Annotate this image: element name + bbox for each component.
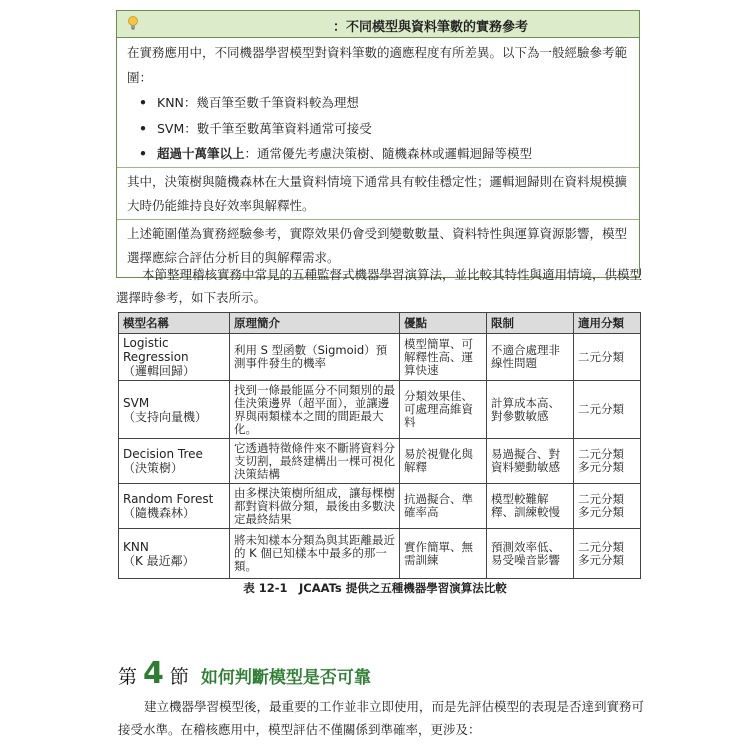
table-row bbox=[119, 381, 641, 439]
pros-cell: 分類效果佳、可處理高維資料 bbox=[400, 381, 487, 439]
use-cell: 二元分類 bbox=[574, 381, 641, 439]
principle-cell: 利用 S 型函數（Sigmoid）預測事件發生的機率 bbox=[230, 334, 400, 381]
tip-body bbox=[117, 38, 639, 277]
use-cell: 二元分類 多元分類 bbox=[574, 484, 641, 529]
model-name-cell: Random Forest （隨機森林） bbox=[119, 484, 230, 529]
table-header-cell: 限制 bbox=[487, 313, 574, 334]
cons-cell: 模型較難解釋、訓練較慢 bbox=[487, 484, 574, 529]
model-name-cell: Logistic Regression （邏輯回歸） bbox=[119, 334, 230, 381]
pros-cell: 實作簡單、無需訓練 bbox=[400, 529, 487, 579]
tip-intro: 在實務應用中，不同機器學習模型對資料筆數的適應程度有所差異。以下為一般經驗參考範圍： bbox=[127, 45, 628, 85]
use-cell: 二元分類 bbox=[574, 334, 641, 381]
use-cell: 二元分類 多元分類 bbox=[574, 529, 641, 579]
table-header-cell: 模型名稱 bbox=[119, 313, 230, 334]
section-suffix: 節 bbox=[169, 666, 189, 688]
pros-cell: 模型簡單、可解釋性高、運算快速 bbox=[400, 334, 487, 381]
lightbulb-icon bbox=[127, 15, 139, 31]
tip-paragraph: 上述範圍僅為實務經驗參考，實際效果仍會受到變數數量、資料特性與運算資源影響，模型選擇應綜合評估分析目的與解釋需求。 bbox=[127, 225, 628, 265]
tip-bullet: • KNN：幾百筆至數千筆資料較為理想 bbox=[157, 90, 629, 116]
table-row bbox=[119, 484, 641, 529]
tip-paragraph: 其中，決策樹與隨機森林在大量資料情境下通常具有較佳穩定性；邏輯迴歸則在資料規模擴大時仍能維持良好效率與解釋性。 bbox=[127, 173, 628, 213]
section-number: 4 bbox=[143, 656, 164, 691]
section-title: 如何判斷模型是否可靠 bbox=[200, 668, 371, 688]
tip-box bbox=[116, 10, 640, 278]
principle-cell: 找到一條最能區分不同類別的最佳決策邊界（超平面），並讓邊界與兩類樣本之間的間距最大化。 bbox=[230, 381, 400, 439]
pros-cell: 抗過擬合、準確率高 bbox=[400, 484, 487, 529]
principle-cell: 由多棵決策樹所組成，讓每棵樹都對資料做分類，最後由多數決定最終結果 bbox=[230, 484, 400, 529]
cons-cell: 不適合處理非線性問題 bbox=[487, 334, 574, 381]
principle-cell: 將未知樣本分類為與其距離最近的 K 個已知樣本中最多的那一類。 bbox=[230, 529, 400, 579]
tip-bullet: • 超過十萬筆以上：通常優先考慮決策樹、隨機森林或邏輯迴歸等模型 bbox=[157, 141, 629, 167]
cons-cell: 易過擬合、對資料變動敏感 bbox=[487, 439, 574, 484]
model-name-cell: KNN （K 最近鄰） bbox=[119, 529, 230, 579]
section-prefix: 第 bbox=[118, 666, 138, 688]
table-caption: 表 12-1 JCAATs 提供之五種機器學習演算法比較 bbox=[243, 581, 507, 595]
intro-paragraph: 本節整理稽核實務中常見的五種監督式機器學習演算法，並比較其特性與適用情境，供模型選擇時參考，如下表所示。 bbox=[116, 267, 643, 305]
model-name-cell: SVM （支持向量機） bbox=[119, 381, 230, 439]
tip-bullet: • SVM：數千筆至數萬筆資料通常可接受 bbox=[157, 116, 629, 142]
table-row bbox=[119, 439, 641, 484]
cons-cell: 計算成本高、對參數敏感 bbox=[487, 381, 574, 439]
tip-header bbox=[117, 11, 639, 38]
model-name-cell: Decision Tree （決策樹） bbox=[119, 439, 230, 484]
pros-cell: 易於視覺化與解釋 bbox=[400, 439, 487, 484]
cons-cell: 預測效率低、易受噪音影響 bbox=[487, 529, 574, 579]
principle-cell: 它透過特徵條件來不斷將資料分支切割，最終建構出一棵可視化決策結構 bbox=[230, 439, 400, 484]
tip-title: ：不同模型與資料筆數的實務參考 bbox=[333, 20, 529, 35]
body-paragraph: 建立機器學習模型後，最重要的工作並非立即使用，而是先評估模型的表現是否達到實務可接受水準。在稽核應用中，模型評估不僅關係到準確率，更涉及： bbox=[118, 699, 645, 737]
use-cell: 二元分類 多元分類 bbox=[574, 439, 641, 484]
section-heading bbox=[118, 656, 371, 691]
table-header-row bbox=[119, 313, 641, 334]
algorithm-comparison-table bbox=[118, 312, 641, 579]
table-header-cell: 適用分類 bbox=[574, 313, 641, 334]
table-row bbox=[119, 334, 641, 381]
table-header-cell: 原理簡介 bbox=[230, 313, 400, 334]
tip-bullet-list bbox=[127, 90, 629, 167]
table-row bbox=[119, 529, 641, 579]
table-header-cell: 優點 bbox=[400, 313, 487, 334]
